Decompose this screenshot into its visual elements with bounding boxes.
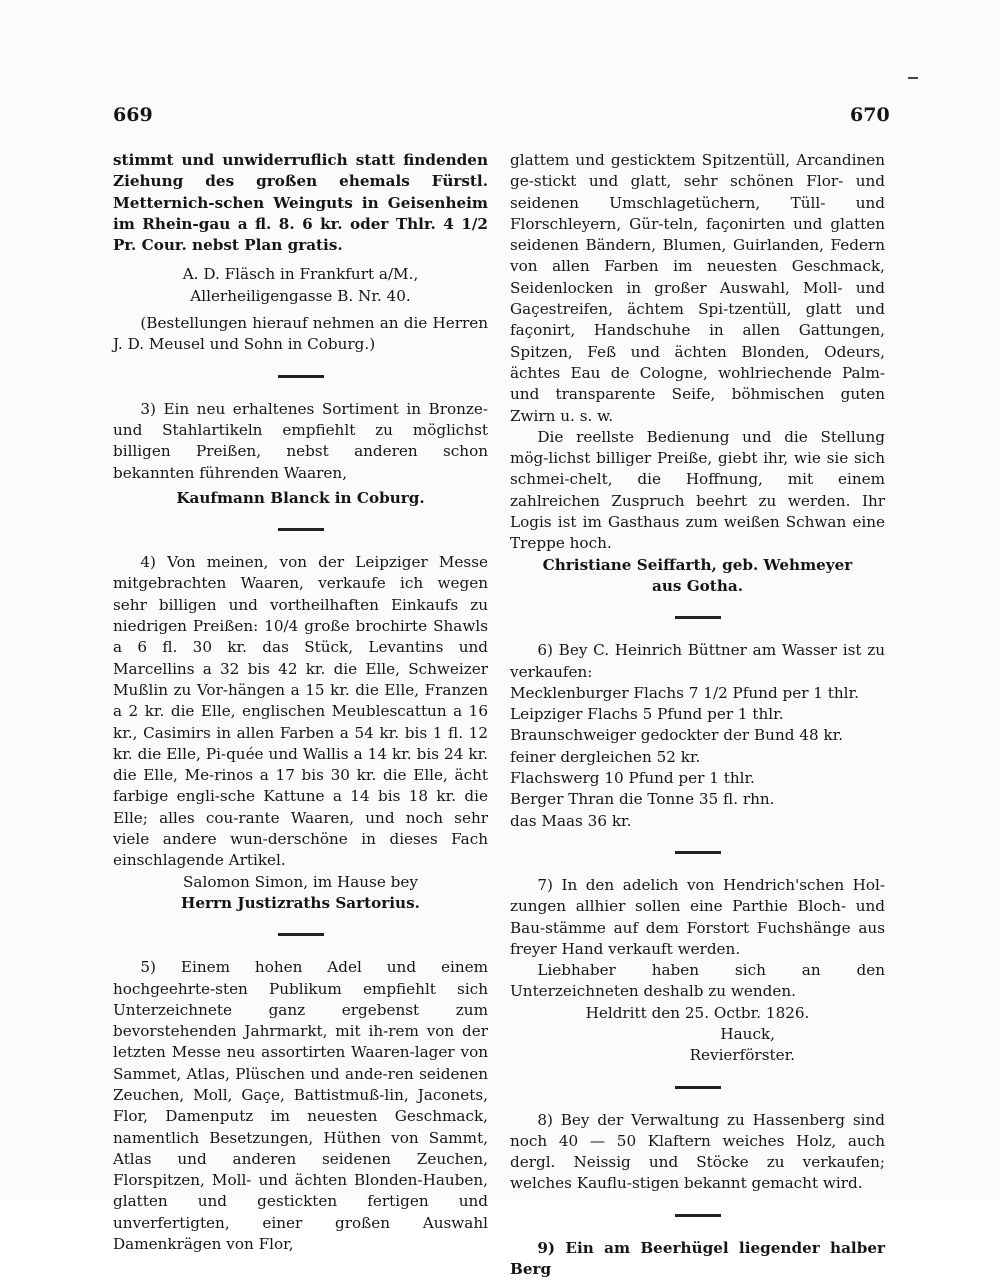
notice-lottery-address: Allerheiligengasse B. Nr. 40.: [190, 286, 411, 305]
price-list-item: feiner dergleichen 52 kr.: [510, 747, 701, 766]
price-list-item: Leipziger Flachs 5 Pfund per 1 thlr.: [510, 705, 784, 724]
notice-7-text: 7) In den adelich von Hendrich'schen Hol-zungen allhier sollen eine Parthie Bloch- und Bau-stämme auf dem Forstort Fuchshänge aus freyer Hand verkauft werden.: [510, 875, 885, 958]
right-column: [510, 150, 885, 1280]
notice-9-text: 9) Ein am Beerhügel liegender halber Berg: [510, 1238, 885, 1279]
section-divider: [278, 375, 324, 378]
notice-5-text: 5) Einem hohen Adel und einem hochgeehrte-sten Publikum empfiehlt sich Unterzeichnete ganz ergebenst zum bevorstehenden Jahrmarkt, mit ih-rem von der letzten Messe neu assortirten Waaren-lager von Sammet, Atlas, Plüschen und ande-ren seidenen Zeuchen, Moll, Gaçe, Battistmuß-lin, Jaconets, Flor, Damenputz im neuesten Geschmack, namentlich Besetzungen, Hüthen von Sammt, Atlas und anderen seidenen Zeuchen, Florspitzen, Moll- und ächten Blonden-Hauben, glatten und gestickten fertigen und unverfertigten, einer großen Auswahl Damenkrägen von Flor,: [113, 958, 488, 1254]
notice-8-text: 8) Bey der Verwaltung zu Hassenberg sind noch 40 — 50 Klaftern weiches Holz, auch dergl. Neissig und Stöcke zu verkaufen; welches Kauflu-stigen bekannt gemacht wird.: [510, 1110, 885, 1193]
section-divider: [675, 851, 721, 854]
notice-lottery-text: stimmt und unwiderruflich statt findenden Ziehung des großen ehemals Fürstl. Metternich-schen Weinguts in Geisenheim im Rhein-gau a fl. 8. 6 kr. oder Thlr. 4 1/2 Pr. Cour. nebst Plan gratis.: [113, 151, 488, 255]
left-column: [113, 150, 488, 1255]
notice-5-continued-2: Die reellste Bedienung und die Stellung mög-lichst billiger Preiße, giebt ihr, wie sie sich schmei-chelt, die Hoffnung, mit einem zahlreichen Zuspruch beehrt zu werden. Ihr Logis ist im Gasthaus zum weißen Schwan eine Treppe hoch.: [510, 427, 885, 553]
price-list-item: Flachswerg 10 Pfund per 1 thlr.: [510, 769, 755, 788]
notice-4-text: 4) Von meinen, von der Leipziger Messe mitgebrachten Waaren, verkaufe ich wegen sehr billigen und vortheilhaften Einkaufs zu niedrigen Preißen: 10/4 große brochirte Shawls a 6 fl. 30 kr. das Stück, Levantins und Marcellins a 32 bis 42 kr. die Elle, Schweizer Mußlin zu Vor-hängen a 15 kr. die Elle, Franzen a 2 kr. die Elle, englischen Meublescattun a 16 kr., Casimirs in allen Farben a 54 kr. bis 1 fl. 12 kr. die Elle, Pi-quée und Wallis a 14 kr. bis 24 kr. die Elle, Me-rinos a 17 bis 30 kr. die Elle, ächt farbige engli-sche Kattune a 14 bis 18 kr. die Elle; alles cou-rante Waaren, und noch sehr viele andere wun-derschöne in dieses Fach einschlagende Artikel.: [113, 553, 488, 870]
notice-6-intro: 6) Bey C. Heinrich Büttner am Wasser ist zu verkaufen:: [510, 641, 885, 681]
notice-3-text: 3) Ein neu erhaltenes Sortiment in Bronze- und Stahlartikeln empfiehlt zu möglichst billigen Preißen, nebst anderen schon bekannten führenden Waaren,: [113, 399, 488, 482]
notice-4-signature-2: Herrn Justizraths Sartorius.: [181, 893, 420, 912]
section-divider: [675, 616, 721, 619]
notice-lottery-orders: (Bestellungen hierauf nehmen an die Herren J. D. Meusel und Sohn in Coburg.): [113, 314, 488, 354]
page-number-right: 670: [850, 104, 890, 126]
price-list-item: das Maas 36 kr.: [510, 811, 632, 830]
notice-lottery-signature: A. D. Fläsch in Frankfurt a/M.,: [182, 265, 419, 284]
section-divider: [675, 1214, 721, 1217]
notice-7-date: Heldritt den 25. Octbr. 1826.: [585, 1003, 810, 1022]
price-list-item: Mecklenburger Flachs 7 1/2 Pfund per 1 thlr.: [510, 683, 859, 702]
notice-4-signature-1: Salomon Simon, im Hause bey: [183, 872, 418, 891]
notice-5-signature-2: aus Gotha.: [651, 576, 743, 595]
section-divider: [278, 933, 324, 936]
notice-6-price-list: [510, 683, 885, 832]
notice-7-signature-1: Hauck,: [720, 1024, 775, 1043]
price-list-item: Berger Thran die Tonne 35 fl. rhn.: [510, 790, 775, 809]
notice-7-signature-2: Revierförster.: [689, 1046, 795, 1065]
price-list-item: Braunschweiger gedockter der Bund 48 kr.: [510, 726, 844, 745]
section-divider: [278, 528, 324, 531]
section-divider: [675, 1086, 721, 1089]
page-number-left: 669: [113, 104, 153, 126]
notice-5-continued: glattem und gesticktem Spitzentüll, Arcandinen ge-stickt und glatt, sehr schönen Flor- und seidenen Umschlagetüchern, Tüll- und Florschleyern, Gür-teln, façonirten und glatten seidenen Bändern, Blumen, Guirlanden, Federn von allen Farben im neuesten Geschmack, Seidenlocken in großer Auswahl, Moll- und Gaçestreifen, ächtem Spi-tzentüll, glatt und façonirt, Handschuhe in allen Gattungen, Spitzen, Feß und ächten Blonden, Odeurs, ächtes Eau de Cologne, wohlriechende Palm- und transparente Seife, böhmischen guten Zwirn u. s. w.: [510, 151, 885, 425]
notice-3-signature: Kaufmann Blanck in Coburg.: [176, 488, 425, 507]
notice-7-contact: Liebhaber haben sich an den Unterzeichneten deshalb zu wenden.: [510, 961, 885, 1001]
notice-5-signature-1: Christiane Seiffarth, geb. Wehmeyer: [542, 555, 853, 574]
